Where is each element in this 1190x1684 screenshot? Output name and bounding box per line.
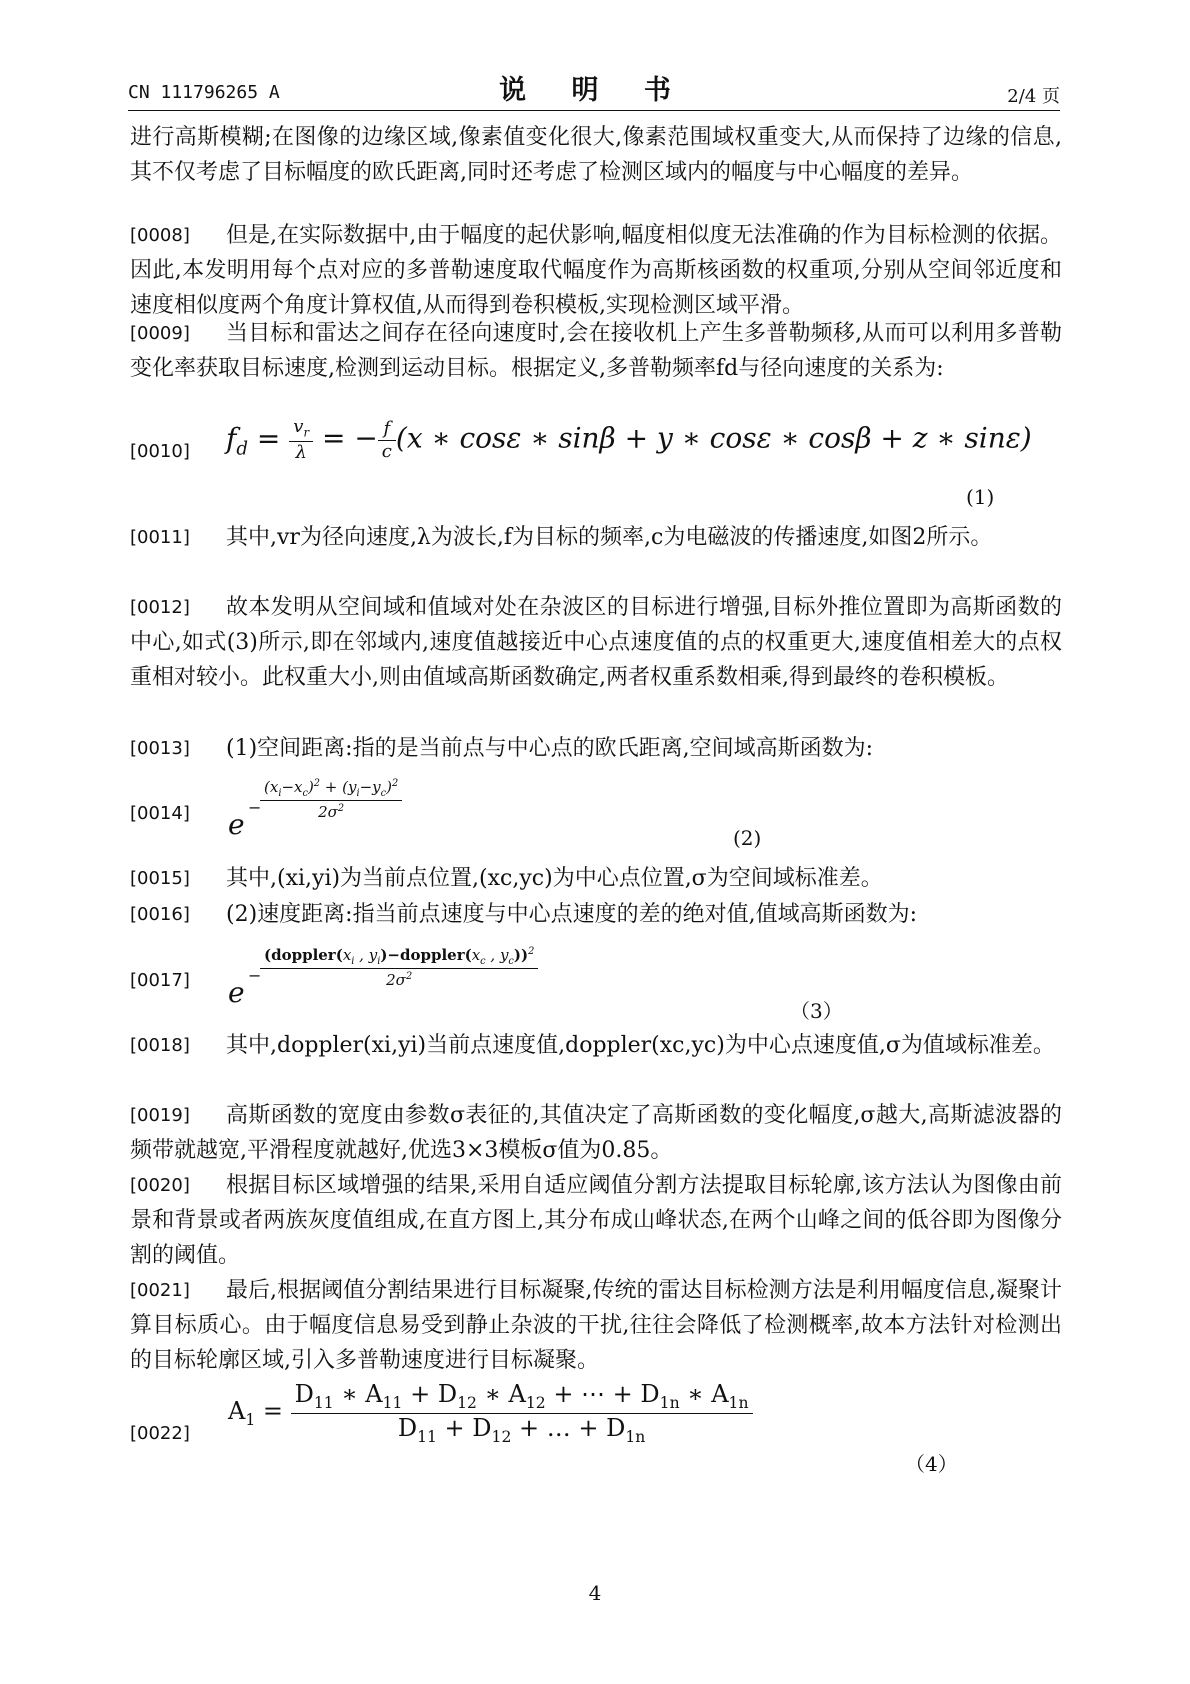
document-number: CN 111796265 A — [128, 82, 280, 103]
paragraph-0019: 高斯函数的宽度由参数σ表征的,其值决定了高斯函数的变化幅度,σ越大,高斯滤波器的频带就越宽,平滑程度就越好,优选3×3模板σ值为0.85。 — [130, 1103, 1062, 1163]
page-header — [128, 64, 1060, 108]
paragraph-tag-0016: [0016] — [130, 904, 190, 925]
paragraph-tag-0017: [0017] — [130, 970, 190, 991]
paragraph-tag-0015: [0015] — [130, 868, 190, 889]
paragraph-tag-0010: [0010] — [130, 441, 190, 462]
paragraph-0008: 但是,在实际数据中,由于幅度的起伏影响,幅度相似度无法准确的作为目标检测的依据。因此,本发明用每个点对应的多普勒速度取代幅度作为高斯核函数的权重项,分别从空间邻近度和速度相似度两个角度计算权值,从而得到卷积模板,实现检测区域平滑。 — [130, 223, 1062, 318]
header-rule — [128, 110, 1060, 111]
paragraph-0012: 故本发明从空间域和值域对处在杂波区的目标进行增强,目标外推位置即为高斯函数的中心,如式(3)所示,即在邻域内,速度值越接近中心点速度值的点的权重更大,速度值相差大的点权重相对较小。此权重大小,则由值域高斯函数确定,两者权重系数相乘,得到最终的卷积模板。 — [130, 595, 1062, 690]
equation-number-1: (1) — [966, 485, 995, 509]
paragraph-0013: (1)空间距离:指的是当前点与中心点的欧氏距离,空间域高斯函数为: — [226, 736, 873, 761]
paragraph-0020: 根据目标区域增强的结果,采用自适应阈值分割方法提取目标轮廓,该方法认为图像由前景和背景或者两族灰度值组成,在直方图上,其分布成山峰状态,在两个山峰之间的低谷即为图像分割的阈值。 — [130, 1173, 1062, 1268]
paragraph-0016: (2)速度距离:指当前点速度与中心点速度的差的绝对值,值域高斯函数为: — [226, 902, 917, 927]
equation-range-gaussian: e − ($doppler(x_i$ , $y_i)-doppler(x_c$ , $y_c))^2$ $2\sigma^2$ — [228, 952, 648, 1022]
paragraph-0021: 最后,根据阈值分割结果进行目标凝聚,传统的雷达目标检测方法是利用幅度信息,凝聚计算目标质心。由于幅度信息易受到静止杂波的干扰,往往会降低了检测概率,故本方法针对检测出的目标轮廓区域,引入多普勒速度进行目标凝聚。 — [130, 1278, 1062, 1373]
paragraph-0011: 其中,vr为径向速度,λ为波长,f为目标的频率,c为电磁波的传播速度,如图2所示。 — [226, 525, 993, 550]
paragraph-tag-0011: [0011] — [130, 527, 190, 548]
paragraph-tag-0020: [0020] — [130, 1175, 190, 1196]
equation-doppler-frequency: $f_d$ = $\frac{v_r}{\lambda}$ = − $\frac{f}{c}$ (x ∗ cosε ∗ sinβ + y ∗ cosε ∗ cosβ + z ∗ sinε) — [226, 416, 1032, 464]
equation-number-4: （4） — [905, 1452, 958, 1476]
paragraph-tag-0019: [0019] — [130, 1105, 190, 1126]
paragraph-0009: 当目标和雷达之间存在径向速度时,会在接收机上产生多普勒频移,从而可以利用多普勒变化率获取目标速度,检测到运动目标。根据定义,多普勒频率fd与径向速度的关系为: — [130, 321, 1062, 381]
equation-number-3: （3） — [790, 999, 843, 1023]
paragraph-tag-0013: [0013] — [130, 738, 190, 759]
page-title: 说 明 书 — [499, 75, 689, 106]
paragraph-tag-0018: [0018] — [130, 1035, 190, 1056]
equation-spatial-gaussian: e − $\frac{(x_i-x_c)^2 + (y_i-y_c)^2}{2\sigma^2}$ — [228, 790, 488, 850]
page-count: 2/4 页 — [1007, 86, 1060, 107]
paragraph-tag-0012: [0012] — [130, 597, 190, 618]
equation-number-2: (2) — [733, 826, 762, 850]
paragraph-0015: 其中,(xi,yi)为当前点位置,(xc,yc)为中心点位置,σ为空间域标准差。 — [226, 866, 883, 891]
paragraph-tag-0008: [0008] — [130, 225, 190, 246]
paragraph-tag-0021: [0021] — [130, 1280, 190, 1301]
page-number: 4 — [588, 1581, 602, 1605]
paragraph-0018: 其中,doppler(xi,yi)当前点速度值,doppler(xc,yc)为中心点速度值,σ为值域标准差。 — [226, 1033, 1055, 1058]
paragraph-tag-0022: [0022] — [130, 1423, 190, 1444]
paragraph-tag-0014: [0014] — [130, 803, 190, 824]
paragraph-0007-continued: 进行高斯模糊;在图像的边缘区域,像素值变化很大,像素范围域权重变大,从而保持了边缘的信息,其不仅考虑了目标幅度的欧氏距离,同时还考虑了检测区域内的幅度与中心幅度的差异。 — [130, 125, 1062, 185]
paragraph-tag-0009: [0009] — [130, 323, 190, 344]
equation-target-centroid: $A_1$ = $\frac{D_{11} ∗ A_{11} + D_{12} ∗ A_{12} + \cdots + D_{1n} ∗ A_{1n}}{D_{11} + D_{12} + \dots + D_{1n}}$ — [228, 1382, 753, 1446]
